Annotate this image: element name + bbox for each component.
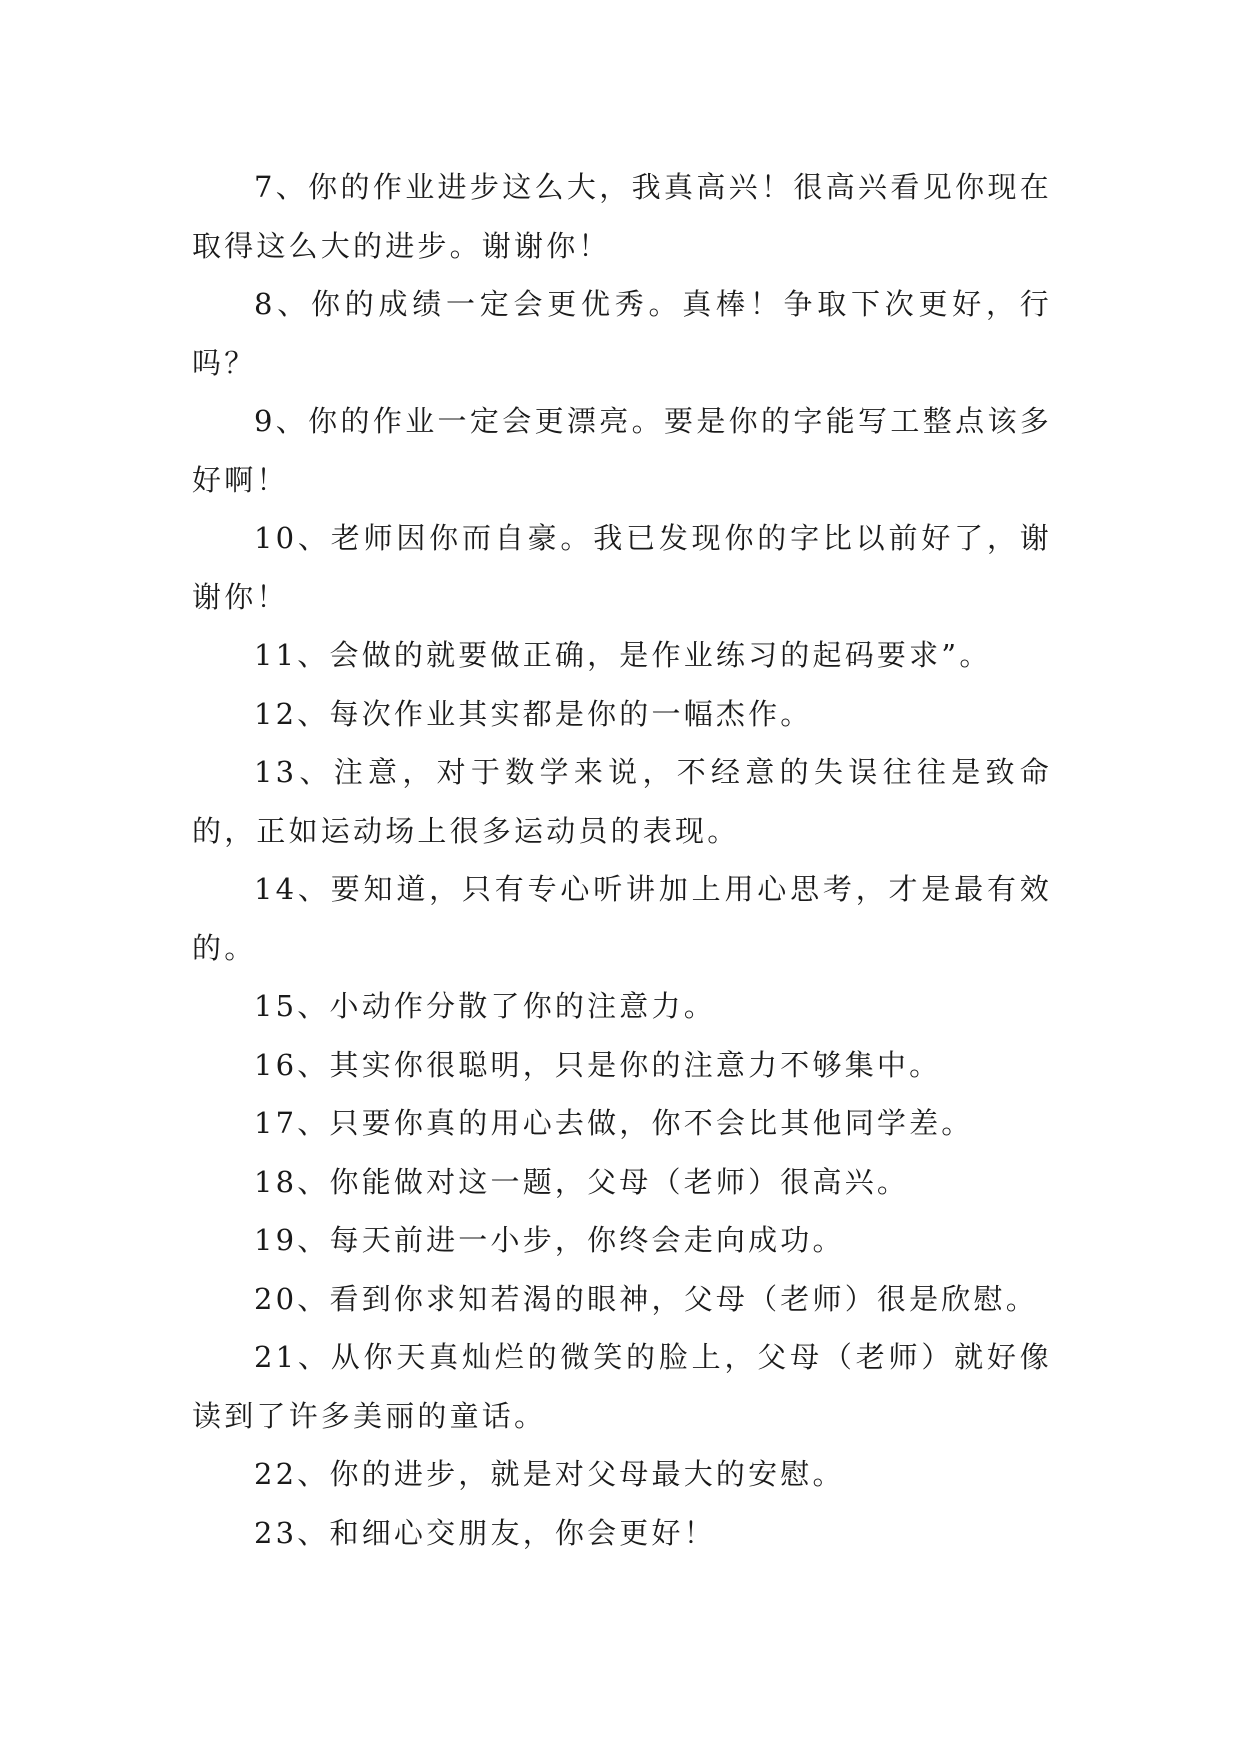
paragraph-22: 22、你的进步，就是对父母最大的安慰。 bbox=[254, 1457, 845, 1491]
paragraph-7: 7、你的作业进步这么大，我真高兴！很高兴看见你现在取得这么大的进步。谢谢你！ bbox=[192, 170, 1052, 263]
paragraph-15: 15、小动作分散了你的注意力。 bbox=[254, 989, 716, 1023]
paragraph-10: 10、老师因你而自豪。我已发现你的字比以前好了，谢谢你！ bbox=[192, 521, 1052, 614]
paragraph-23: 23、和细心交朋友，你会更好！ bbox=[254, 1515, 716, 1550]
document-body bbox=[192, 158, 1052, 1562]
paragraph-11: 11、会做的就要做正确，是作业练习的起码要求”。 bbox=[254, 638, 992, 672]
paragraph-17: 17、只要你真的用心去做，你不会比其他同学差。 bbox=[254, 1106, 974, 1140]
paragraph-20: 20、看到你求知若渴的眼神，父母（老师）很是欣慰。 bbox=[254, 1281, 1038, 1316]
paragraph-21: 21、从你天真灿烂的微笑的脸上，父母（老师）就好像读到了许多美丽的童话。 bbox=[192, 1340, 1052, 1433]
paragraph-14: 14、要知道，只有专心听讲加上用心思考，才是最有效的。 bbox=[192, 872, 1052, 965]
paragraph-12: 12、每次作业其实都是你的一幅杰作。 bbox=[254, 696, 813, 731]
paragraph-19: 19、每天前进一小步，你终会走向成功。 bbox=[254, 1223, 845, 1257]
paragraph-18: 18、你能做对这一题，父母（老师）很高兴。 bbox=[254, 1164, 910, 1199]
paragraph-16: 16、其实你很聪明，只是你的注意力不够集中。 bbox=[254, 1047, 942, 1082]
paragraph-13: 13、注意，对于数学来说，不经意的失误往往是致命的，正如运动场上很多运动员的表现。 bbox=[192, 755, 1052, 848]
paragraph-9: 9、你的作业一定会更漂亮。要是你的字能写工整点该多好啊！ bbox=[192, 404, 1052, 497]
paragraph-8: 8、你的成绩一定会更优秀。真棒！争取下次更好，行吗？ bbox=[192, 287, 1052, 380]
